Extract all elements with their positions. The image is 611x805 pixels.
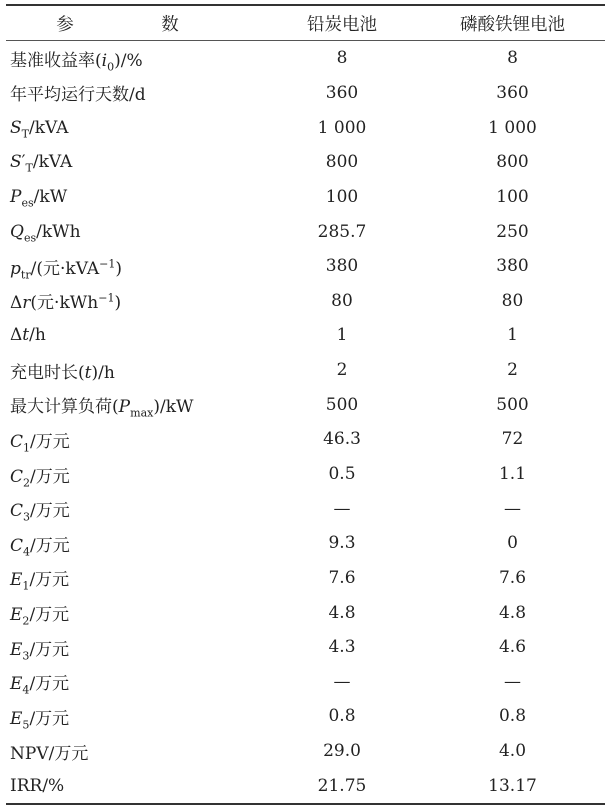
table-row (6, 145, 605, 180)
lead-carbon-cell: 4.8 (328, 602, 356, 623)
table-row (6, 180, 605, 215)
lfp-cell: 80 (501, 290, 524, 311)
lfp-cell: — (504, 498, 521, 519)
lead-carbon-cell: 80 (331, 290, 353, 311)
param-cell: $E_5/$万元 (10, 708, 70, 732)
lfp-cell: 13.17 (488, 775, 537, 796)
param-cell: $Q_{es}$/kWh (10, 221, 81, 244)
table-row (6, 76, 605, 111)
header-param: 参 数 (56, 14, 214, 35)
param-cell: 年平均运行天数/d (10, 85, 146, 106)
param-cell: $C_1/$万元 (10, 431, 70, 455)
header-lfp: 磷酸铁锂电池 (460, 14, 565, 35)
lead-carbon-cell: 360 (325, 82, 359, 103)
param-cell: NPV/万元 (10, 743, 89, 764)
lfp-cell: 100 (496, 186, 529, 207)
lead-carbon-cell: 285.7 (317, 221, 367, 242)
lfp-cell: 0 (507, 533, 518, 554)
table-row (6, 457, 605, 492)
param-cell: 基准收益率$(i_0)/\%$ (10, 50, 143, 74)
lead-carbon-cell: 2 (336, 360, 348, 381)
lfp-cell: 360 (496, 82, 529, 103)
param-cell: 最大计算负荷$(P_{max})/kW$ (10, 397, 194, 420)
header-lead-carbon: 铅炭电池 (307, 14, 377, 35)
lead-carbon-cell: 4.3 (328, 637, 356, 658)
lead-carbon-cell: 29.0 (323, 741, 361, 762)
table-row (6, 41, 605, 76)
table-row (6, 561, 605, 596)
param-cell: $P_{es}/kW$ (10, 186, 68, 210)
lead-carbon-cell: 21.75 (317, 775, 367, 796)
param-cell: $C_4/$万元 (10, 535, 70, 559)
table-row (6, 110, 605, 145)
lfp-cell: 250 (496, 221, 529, 242)
lead-carbon-cell: 0.8 (328, 706, 356, 727)
table-row (6, 526, 605, 561)
param-cell: $E_2/$万元 (10, 605, 70, 628)
lfp-cell: 380 (496, 256, 529, 277)
table-row (6, 699, 605, 734)
lead-carbon-cell: 380 (325, 256, 359, 277)
lfp-cell: 1 (507, 325, 518, 346)
lfp-cell: 4.6 (498, 637, 527, 658)
lfp-cell: — (504, 671, 521, 692)
table-row (6, 665, 605, 700)
table-row (6, 422, 605, 457)
lead-carbon-cell: 0.5 (328, 464, 356, 484)
param-cell: $S'_T$/kVA (10, 152, 73, 175)
lfp-cell: 2 (507, 360, 518, 381)
param-cell: IRR/% (10, 775, 65, 796)
lead-carbon-cell: 800 (325, 152, 359, 173)
lfp-cell: 72 (501, 429, 524, 450)
param-cell: $E_1/$万元 (10, 570, 70, 593)
table-row (6, 768, 605, 803)
lead-carbon-cell: 9.3 (328, 533, 356, 554)
lfp-cell: 0.8 (498, 706, 527, 727)
param-cell: $p_{tr}/$(元·kVA$^{-1}$) (10, 257, 123, 282)
table-row (6, 283, 605, 318)
param-cell: $C_3/$万元 (10, 501, 70, 524)
table-row (6, 249, 605, 284)
lfp-cell: 500 (496, 394, 529, 415)
table-row (6, 318, 605, 353)
param-cell: $E_3/$万元 (10, 639, 70, 663)
table-header-row (6, 6, 605, 40)
lead-carbon-cell: 1 (336, 325, 348, 346)
lead-carbon-cell: 1 000 (317, 117, 367, 138)
table-row (6, 387, 605, 422)
param-cell: $S_T$/kVA (10, 117, 69, 140)
lfp-cell: 1.1 (498, 464, 527, 484)
parameter-table (6, 4, 605, 805)
table-row (6, 595, 605, 630)
table-row (6, 734, 605, 769)
lead-carbon-cell: 7.6 (328, 567, 356, 588)
lfp-cell: 7.6 (498, 567, 527, 588)
param-cell: Δt/h (10, 325, 46, 346)
lead-carbon-cell: 46.3 (323, 429, 361, 450)
lfp-cell: 4.8 (498, 602, 527, 623)
lead-carbon-cell: — (333, 498, 351, 519)
param-cell: 充电时长(t)/h (10, 362, 115, 383)
lfp-cell: 800 (496, 152, 529, 173)
table-row (6, 630, 605, 665)
param-cell: Δr(元·kWh$^{-1}$) (10, 291, 122, 314)
table-row (6, 214, 605, 249)
lead-carbon-cell: — (333, 671, 351, 692)
lead-carbon-cell: 8 (336, 48, 348, 69)
table-row (6, 353, 605, 388)
lfp-cell: 4.0 (498, 741, 527, 762)
param-cell: $C_2/$万元 (10, 466, 70, 489)
lead-carbon-cell: 500 (325, 394, 359, 415)
table-body (6, 41, 605, 803)
lfp-cell: 8 (507, 48, 518, 69)
table-row (6, 491, 605, 526)
lfp-cell: 1 000 (488, 117, 537, 138)
param-cell: $E_4/$万元 (10, 674, 70, 697)
lead-carbon-cell: 100 (325, 186, 359, 207)
